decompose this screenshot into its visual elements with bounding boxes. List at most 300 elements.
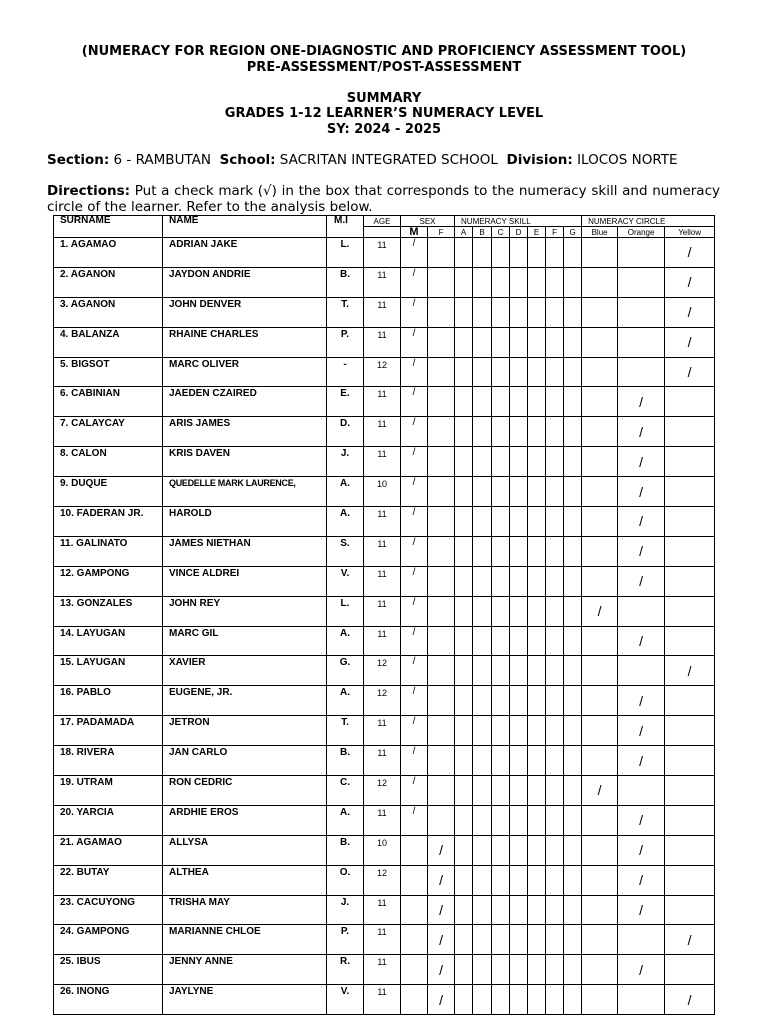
skill-checkbox[interactable] (510, 955, 528, 985)
sex-m-checkbox[interactable]: / (401, 267, 428, 297)
skill-checkbox[interactable] (528, 357, 546, 387)
circle-blue-checkbox[interactable] (582, 267, 618, 297)
skill-checkbox[interactable] (564, 447, 582, 477)
skill-checkbox[interactable] (528, 985, 546, 1015)
sex-m-checkbox[interactable]: / (401, 238, 428, 268)
skill-checkbox[interactable] (510, 985, 528, 1015)
skill-checkbox[interactable] (546, 327, 564, 357)
skill-checkbox[interactable] (455, 477, 473, 507)
circle-blue-checkbox[interactable] (582, 357, 618, 387)
circle-yellow-checkbox[interactable]: / (665, 985, 715, 1015)
sex-f-checkbox[interactable]: / (428, 865, 455, 895)
skill-checkbox[interactable] (455, 596, 473, 626)
skill-checkbox[interactable] (528, 596, 546, 626)
circle-blue-checkbox[interactable] (582, 507, 618, 537)
circle-orange-checkbox[interactable]: / (618, 955, 665, 985)
skill-checkbox[interactable] (492, 417, 510, 447)
circle-yellow-checkbox[interactable] (665, 387, 715, 417)
skill-checkbox[interactable] (546, 447, 564, 477)
circle-yellow-checkbox[interactable]: / (665, 238, 715, 268)
skill-checkbox[interactable] (510, 776, 528, 806)
circle-orange-checkbox[interactable] (618, 238, 665, 268)
sex-m-checkbox[interactable]: / (401, 477, 428, 507)
skill-checkbox[interactable] (455, 327, 473, 357)
sex-m-checkbox[interactable]: / (401, 716, 428, 746)
circle-orange-checkbox[interactable]: / (618, 387, 665, 417)
circle-orange-checkbox[interactable]: / (618, 507, 665, 537)
skill-checkbox[interactable] (546, 417, 564, 447)
sex-m-checkbox[interactable]: / (401, 686, 428, 716)
skill-checkbox[interactable] (510, 895, 528, 925)
skill-checkbox[interactable] (564, 865, 582, 895)
skill-checkbox[interactable] (528, 327, 546, 357)
circle-yellow-checkbox[interactable] (665, 716, 715, 746)
circle-yellow-checkbox[interactable] (665, 776, 715, 806)
skill-checkbox[interactable] (564, 805, 582, 835)
skill-checkbox[interactable] (492, 477, 510, 507)
skill-checkbox[interactable] (564, 955, 582, 985)
skill-checkbox[interactable] (455, 238, 473, 268)
skill-checkbox[interactable] (492, 895, 510, 925)
skill-checkbox[interactable] (528, 776, 546, 806)
circle-blue-checkbox[interactable] (582, 447, 618, 477)
skill-checkbox[interactable] (455, 865, 473, 895)
skill-checkbox[interactable] (510, 297, 528, 327)
circle-blue-checkbox[interactable]: / (582, 776, 618, 806)
skill-checkbox[interactable] (564, 238, 582, 268)
skill-checkbox[interactable] (473, 626, 492, 656)
skill-checkbox[interactable] (455, 566, 473, 596)
circle-yellow-checkbox[interactable]: / (665, 327, 715, 357)
circle-orange-checkbox[interactable]: / (618, 716, 665, 746)
sex-f-checkbox[interactable] (428, 656, 455, 686)
skill-checkbox[interactable] (528, 656, 546, 686)
circle-blue-checkbox[interactable] (582, 417, 618, 447)
sex-f-checkbox[interactable] (428, 716, 455, 746)
sex-m-checkbox[interactable]: / (401, 776, 428, 806)
skill-checkbox[interactable] (492, 297, 510, 327)
sex-f-checkbox[interactable] (428, 477, 455, 507)
circle-blue-checkbox[interactable] (582, 238, 618, 268)
skill-checkbox[interactable] (492, 596, 510, 626)
circle-blue-checkbox[interactable] (582, 865, 618, 895)
skill-checkbox[interactable] (455, 925, 473, 955)
skill-checkbox[interactable] (455, 805, 473, 835)
skill-checkbox[interactable] (492, 238, 510, 268)
circle-orange-checkbox[interactable] (618, 327, 665, 357)
skill-checkbox[interactable] (564, 417, 582, 447)
skill-checkbox[interactable] (473, 238, 492, 268)
skill-checkbox[interactable] (510, 656, 528, 686)
skill-checkbox[interactable] (546, 955, 564, 985)
skill-checkbox[interactable] (492, 387, 510, 417)
circle-blue-checkbox[interactable] (582, 925, 618, 955)
circle-orange-checkbox[interactable]: / (618, 626, 665, 656)
sex-f-checkbox[interactable] (428, 536, 455, 566)
skill-checkbox[interactable] (546, 716, 564, 746)
sex-f-checkbox[interactable] (428, 297, 455, 327)
skill-checkbox[interactable] (455, 626, 473, 656)
skill-checkbox[interactable] (528, 477, 546, 507)
skill-checkbox[interactable] (546, 596, 564, 626)
skill-checkbox[interactable] (546, 776, 564, 806)
sex-f-checkbox[interactable] (428, 746, 455, 776)
skill-checkbox[interactable] (455, 686, 473, 716)
circle-yellow-checkbox[interactable] (665, 835, 715, 865)
skill-checkbox[interactable] (546, 656, 564, 686)
skill-checkbox[interactable] (492, 865, 510, 895)
skill-checkbox[interactable] (528, 895, 546, 925)
sex-m-checkbox[interactable]: / (401, 357, 428, 387)
skill-checkbox[interactable] (510, 865, 528, 895)
skill-checkbox[interactable] (510, 596, 528, 626)
skill-checkbox[interactable] (510, 267, 528, 297)
circle-blue-checkbox[interactable] (582, 746, 618, 776)
skill-checkbox[interactable] (492, 357, 510, 387)
skill-checkbox[interactable] (455, 835, 473, 865)
skill-checkbox[interactable] (528, 507, 546, 537)
skill-checkbox[interactable] (455, 955, 473, 985)
circle-orange-checkbox[interactable]: / (618, 417, 665, 447)
circle-orange-checkbox[interactable] (618, 357, 665, 387)
sex-f-checkbox[interactable] (428, 776, 455, 806)
skill-checkbox[interactable] (510, 417, 528, 447)
circle-yellow-checkbox[interactable] (665, 746, 715, 776)
sex-m-checkbox[interactable]: / (401, 387, 428, 417)
skill-checkbox[interactable] (473, 746, 492, 776)
sex-m-checkbox[interactable] (401, 865, 428, 895)
skill-checkbox[interactable] (564, 925, 582, 955)
skill-checkbox[interactable] (546, 805, 564, 835)
skill-checkbox[interactable] (564, 596, 582, 626)
skill-checkbox[interactable] (564, 507, 582, 537)
skill-checkbox[interactable] (473, 865, 492, 895)
skill-checkbox[interactable] (492, 746, 510, 776)
circle-orange-checkbox[interactable]: / (618, 566, 665, 596)
skill-checkbox[interactable] (564, 716, 582, 746)
skill-checkbox[interactable] (528, 417, 546, 447)
sex-f-checkbox[interactable] (428, 417, 455, 447)
sex-f-checkbox[interactable] (428, 566, 455, 596)
sex-f-checkbox[interactable] (428, 238, 455, 268)
sex-m-checkbox[interactable] (401, 985, 428, 1015)
circle-blue-checkbox[interactable] (582, 686, 618, 716)
circle-yellow-checkbox[interactable] (665, 447, 715, 477)
skill-checkbox[interactable] (510, 477, 528, 507)
skill-checkbox[interactable] (473, 656, 492, 686)
circle-orange-checkbox[interactable] (618, 596, 665, 626)
skill-checkbox[interactable] (528, 716, 546, 746)
circle-orange-checkbox[interactable] (618, 776, 665, 806)
circle-orange-checkbox[interactable]: / (618, 536, 665, 566)
sex-m-checkbox[interactable] (401, 925, 428, 955)
circle-yellow-checkbox[interactable] (665, 626, 715, 656)
skill-checkbox[interactable] (455, 776, 473, 806)
skill-checkbox[interactable] (473, 835, 492, 865)
skill-checkbox[interactable] (455, 536, 473, 566)
circle-yellow-checkbox[interactable] (665, 596, 715, 626)
circle-orange-checkbox[interactable]: / (618, 447, 665, 477)
skill-checkbox[interactable] (564, 626, 582, 656)
skill-checkbox[interactable] (528, 686, 546, 716)
sex-m-checkbox[interactable]: / (401, 626, 428, 656)
skill-checkbox[interactable] (546, 536, 564, 566)
circle-yellow-checkbox[interactable]: / (665, 267, 715, 297)
circle-blue-checkbox[interactable] (582, 716, 618, 746)
sex-f-checkbox[interactable] (428, 387, 455, 417)
sex-f-checkbox[interactable]: / (428, 985, 455, 1015)
skill-checkbox[interactable] (473, 925, 492, 955)
skill-checkbox[interactable] (473, 507, 492, 537)
skill-checkbox[interactable] (546, 865, 564, 895)
skill-checkbox[interactable] (510, 925, 528, 955)
skill-checkbox[interactable] (455, 447, 473, 477)
skill-checkbox[interactable] (564, 477, 582, 507)
skill-checkbox[interactable] (492, 716, 510, 746)
circle-blue-checkbox[interactable] (582, 955, 618, 985)
circle-orange-checkbox[interactable] (618, 297, 665, 327)
sex-m-checkbox[interactable]: / (401, 805, 428, 835)
sex-m-checkbox[interactable]: / (401, 447, 428, 477)
circle-yellow-checkbox[interactable]: / (665, 357, 715, 387)
circle-orange-checkbox[interactable]: / (618, 895, 665, 925)
skill-checkbox[interactable] (546, 238, 564, 268)
circle-orange-checkbox[interactable]: / (618, 865, 665, 895)
skill-checkbox[interactable] (546, 297, 564, 327)
circle-orange-checkbox[interactable]: / (618, 746, 665, 776)
sex-m-checkbox[interactable] (401, 955, 428, 985)
skill-checkbox[interactable] (473, 327, 492, 357)
skill-checkbox[interactable] (455, 985, 473, 1015)
circle-yellow-checkbox[interactable] (665, 507, 715, 537)
skill-checkbox[interactable] (546, 686, 564, 716)
skill-checkbox[interactable] (546, 895, 564, 925)
skill-checkbox[interactable] (492, 776, 510, 806)
circle-orange-checkbox[interactable] (618, 925, 665, 955)
circle-orange-checkbox[interactable]: / (618, 477, 665, 507)
circle-blue-checkbox[interactable] (582, 297, 618, 327)
skill-checkbox[interactable] (510, 746, 528, 776)
skill-checkbox[interactable] (473, 297, 492, 327)
circle-blue-checkbox[interactable] (582, 895, 618, 925)
skill-checkbox[interactable] (473, 955, 492, 985)
skill-checkbox[interactable] (473, 805, 492, 835)
circle-blue-checkbox[interactable] (582, 805, 618, 835)
skill-checkbox[interactable] (473, 686, 492, 716)
circle-orange-checkbox[interactable] (618, 267, 665, 297)
skill-checkbox[interactable] (455, 746, 473, 776)
skill-checkbox[interactable] (455, 716, 473, 746)
circle-yellow-checkbox[interactable] (665, 536, 715, 566)
skill-checkbox[interactable] (510, 327, 528, 357)
skill-checkbox[interactable] (492, 447, 510, 477)
skill-checkbox[interactable] (564, 297, 582, 327)
skill-checkbox[interactable] (564, 327, 582, 357)
skill-checkbox[interactable] (510, 536, 528, 566)
circle-orange-checkbox[interactable] (618, 656, 665, 686)
skill-checkbox[interactable] (528, 536, 546, 566)
sex-m-checkbox[interactable]: / (401, 507, 428, 537)
circle-blue-checkbox[interactable] (582, 566, 618, 596)
skill-checkbox[interactable] (492, 536, 510, 566)
circle-orange-checkbox[interactable]: / (618, 835, 665, 865)
skill-checkbox[interactable] (528, 805, 546, 835)
skill-checkbox[interactable] (546, 477, 564, 507)
sex-f-checkbox[interactable] (428, 267, 455, 297)
skill-checkbox[interactable] (510, 835, 528, 865)
skill-checkbox[interactable] (546, 985, 564, 1015)
circle-orange-checkbox[interactable] (618, 985, 665, 1015)
sex-f-checkbox[interactable]: / (428, 955, 455, 985)
sex-m-checkbox[interactable]: / (401, 417, 428, 447)
skill-checkbox[interactable] (492, 955, 510, 985)
skill-checkbox[interactable] (564, 746, 582, 776)
skill-checkbox[interactable] (510, 566, 528, 596)
skill-checkbox[interactable] (473, 716, 492, 746)
circle-yellow-checkbox[interactable] (665, 865, 715, 895)
skill-checkbox[interactable] (564, 357, 582, 387)
sex-m-checkbox[interactable]: / (401, 566, 428, 596)
circle-blue-checkbox[interactable] (582, 327, 618, 357)
skill-checkbox[interactable] (492, 626, 510, 656)
circle-blue-checkbox[interactable] (582, 985, 618, 1015)
skill-checkbox[interactable] (528, 626, 546, 656)
skill-checkbox[interactable] (528, 238, 546, 268)
skill-checkbox[interactable] (528, 955, 546, 985)
skill-checkbox[interactable] (546, 746, 564, 776)
sex-m-checkbox[interactable]: / (401, 746, 428, 776)
skill-checkbox[interactable] (455, 267, 473, 297)
skill-checkbox[interactable] (564, 536, 582, 566)
sex-f-checkbox[interactable] (428, 626, 455, 656)
skill-checkbox[interactable] (473, 417, 492, 447)
skill-checkbox[interactable] (455, 895, 473, 925)
circle-blue-checkbox[interactable] (582, 835, 618, 865)
circle-blue-checkbox[interactable] (582, 387, 618, 417)
skill-checkbox[interactable] (492, 507, 510, 537)
sex-f-checkbox[interactable] (428, 805, 455, 835)
sex-f-checkbox[interactable]: / (428, 895, 455, 925)
sex-m-checkbox[interactable]: / (401, 327, 428, 357)
skill-checkbox[interactable] (564, 895, 582, 925)
skill-checkbox[interactable] (455, 387, 473, 417)
circle-yellow-checkbox[interactable]: / (665, 656, 715, 686)
circle-yellow-checkbox[interactable]: / (665, 925, 715, 955)
circle-yellow-checkbox[interactable] (665, 686, 715, 716)
sex-f-checkbox[interactable] (428, 686, 455, 716)
sex-m-checkbox[interactable]: / (401, 656, 428, 686)
skill-checkbox[interactable] (564, 985, 582, 1015)
skill-checkbox[interactable] (528, 297, 546, 327)
circle-blue-checkbox[interactable]: / (582, 596, 618, 626)
circle-yellow-checkbox[interactable] (665, 477, 715, 507)
sex-m-checkbox[interactable]: / (401, 596, 428, 626)
skill-checkbox[interactable] (492, 686, 510, 716)
sex-f-checkbox[interactable] (428, 447, 455, 477)
circle-yellow-checkbox[interactable] (665, 805, 715, 835)
skill-checkbox[interactable] (528, 746, 546, 776)
sex-m-checkbox[interactable] (401, 835, 428, 865)
sex-f-checkbox[interactable] (428, 596, 455, 626)
skill-checkbox[interactable] (546, 267, 564, 297)
skill-checkbox[interactable] (546, 925, 564, 955)
skill-checkbox[interactable] (510, 686, 528, 716)
sex-m-checkbox[interactable] (401, 895, 428, 925)
skill-checkbox[interactable] (510, 507, 528, 537)
skill-checkbox[interactable] (473, 895, 492, 925)
skill-checkbox[interactable] (473, 267, 492, 297)
skill-checkbox[interactable] (510, 238, 528, 268)
skill-checkbox[interactable] (528, 267, 546, 297)
skill-checkbox[interactable] (564, 776, 582, 806)
skill-checkbox[interactable] (564, 566, 582, 596)
skill-checkbox[interactable] (473, 387, 492, 417)
skill-checkbox[interactable] (546, 835, 564, 865)
skill-checkbox[interactable] (492, 656, 510, 686)
skill-checkbox[interactable] (473, 985, 492, 1015)
skill-checkbox[interactable] (473, 447, 492, 477)
skill-checkbox[interactable] (510, 447, 528, 477)
sex-f-checkbox[interactable] (428, 327, 455, 357)
circle-blue-checkbox[interactable] (582, 536, 618, 566)
skill-checkbox[interactable] (546, 357, 564, 387)
circle-blue-checkbox[interactable] (582, 656, 618, 686)
skill-checkbox[interactable] (546, 507, 564, 537)
sex-m-checkbox[interactable]: / (401, 536, 428, 566)
skill-checkbox[interactable] (510, 387, 528, 417)
skill-checkbox[interactable] (528, 387, 546, 417)
skill-checkbox[interactable] (473, 536, 492, 566)
skill-checkbox[interactable] (492, 805, 510, 835)
skill-checkbox[interactable] (564, 267, 582, 297)
circle-blue-checkbox[interactable] (582, 626, 618, 656)
skill-checkbox[interactable] (528, 566, 546, 596)
circle-yellow-checkbox[interactable] (665, 895, 715, 925)
skill-checkbox[interactable] (473, 596, 492, 626)
sex-f-checkbox[interactable] (428, 357, 455, 387)
circle-orange-checkbox[interactable]: / (618, 805, 665, 835)
skill-checkbox[interactable] (564, 656, 582, 686)
skill-checkbox[interactable] (510, 716, 528, 746)
circle-yellow-checkbox[interactable] (665, 566, 715, 596)
skill-checkbox[interactable] (492, 835, 510, 865)
circle-blue-checkbox[interactable] (582, 477, 618, 507)
skill-checkbox[interactable] (510, 805, 528, 835)
skill-checkbox[interactable] (510, 357, 528, 387)
sex-f-checkbox[interactable] (428, 507, 455, 537)
skill-checkbox[interactable] (546, 626, 564, 656)
skill-checkbox[interactable] (510, 626, 528, 656)
skill-checkbox[interactable] (473, 566, 492, 596)
skill-checkbox[interactable] (492, 267, 510, 297)
skill-checkbox[interactable] (528, 925, 546, 955)
circle-orange-checkbox[interactable]: / (618, 686, 665, 716)
skill-checkbox[interactable] (546, 387, 564, 417)
circle-yellow-checkbox[interactable] (665, 417, 715, 447)
skill-checkbox[interactable] (546, 566, 564, 596)
skill-checkbox[interactable] (473, 477, 492, 507)
skill-checkbox[interactable] (455, 297, 473, 327)
skill-checkbox[interactable] (528, 835, 546, 865)
skill-checkbox[interactable] (492, 925, 510, 955)
circle-yellow-checkbox[interactable] (665, 955, 715, 985)
skill-checkbox[interactable] (564, 835, 582, 865)
skill-checkbox[interactable] (473, 776, 492, 806)
skill-checkbox[interactable] (564, 387, 582, 417)
sex-m-checkbox[interactable]: / (401, 297, 428, 327)
sex-f-checkbox[interactable]: / (428, 835, 455, 865)
skill-checkbox[interactable] (528, 865, 546, 895)
